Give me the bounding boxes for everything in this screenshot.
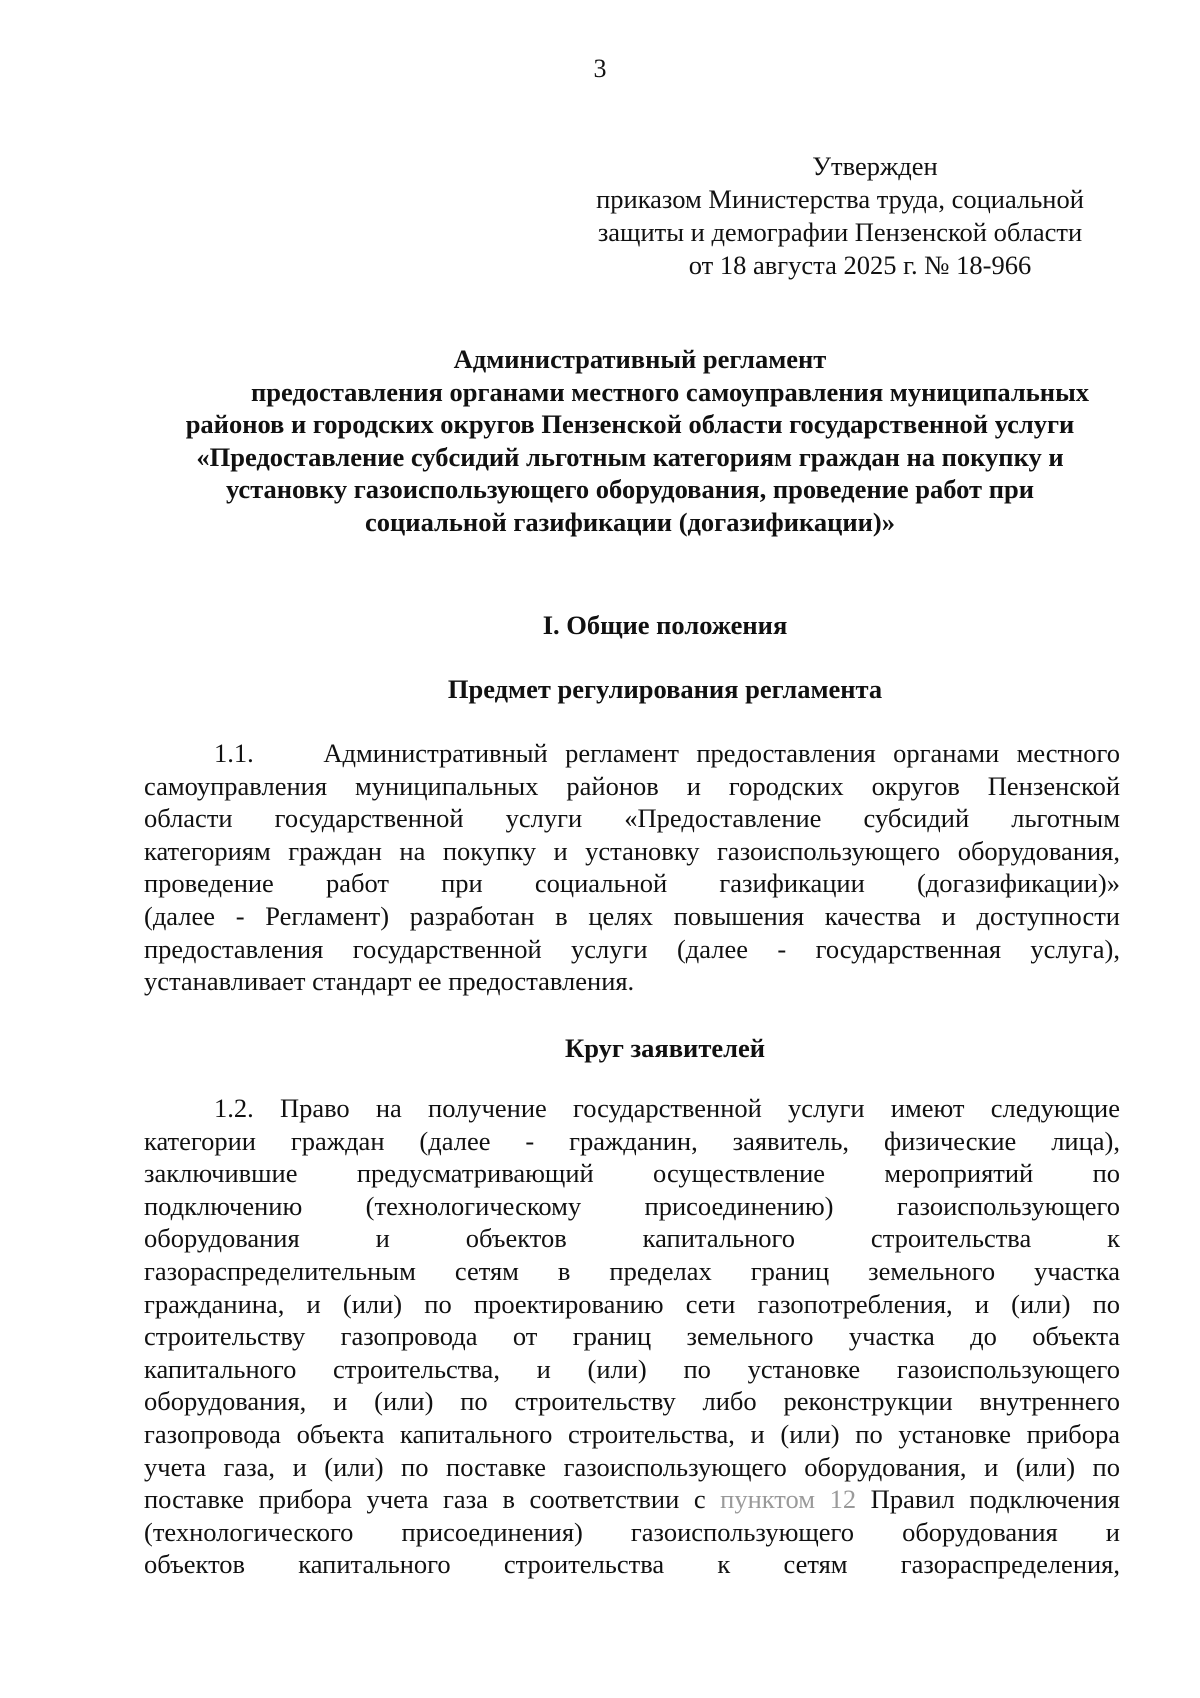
paragraph-line: оборудования, и (или) по строительству либо реконструкции внутреннего — [144, 1386, 1120, 1417]
paragraph-line: подключению (технологическому присоединению) газоиспользующего — [144, 1190, 1120, 1221]
document-title — [140, 343, 1120, 538]
paragraph-line: объектов капитального строительства к сетям газораспределения, — [144, 1549, 1120, 1580]
approval-line: Утвержден — [812, 151, 938, 181]
section-heading: I. Общие положения — [542, 610, 788, 640]
subsection-heading: Круг заявителей — [564, 1033, 765, 1063]
paragraph-line: 1.1. Административный регламент предоставления органами местного — [214, 738, 1120, 768]
paragraph-line: предоставления государственной услуги (далее - государственная услуга), — [144, 933, 1120, 964]
paragraph-line-with-link — [144, 1483, 1120, 1516]
paragraph-line-start: поставке прибора учета газа в соответствии с — [144, 1484, 721, 1515]
paragraph-line: гражданина, и (или) по проектированию сети газопотребления, и (или) по — [144, 1288, 1120, 1319]
page-number: 3 — [593, 54, 607, 83]
title-line: социальной газификации (догазификации)» — [365, 506, 895, 537]
subsection-heading: Предмет регулирования регламента — [447, 674, 883, 704]
paragraph-line: оборудования и объектов капитального строительства к — [144, 1223, 1120, 1254]
paragraph-line: газопровода объекта капитального строительства, и (или) по установке прибора — [144, 1418, 1120, 1449]
title-line: Административный регламент — [453, 344, 827, 374]
paragraph-line-end: Правил подключения — [856, 1484, 1120, 1515]
paragraph-line: (далее - Регламент) разработан в целях повышения качества и доступности — [144, 900, 1120, 931]
paragraph-1-2 — [144, 1092, 1120, 1581]
approval-line: приказом Министерства труда, социальной — [596, 184, 1084, 214]
paragraph-line: 1.2. Право на получение государственной услуги имеют следующие — [214, 1093, 1120, 1123]
title-line: установку газоиспользующего оборудования, проведение работ при — [226, 474, 1034, 504]
paragraph-line: (технологического присоединения) газоиспользующего оборудования и — [144, 1516, 1120, 1547]
paragraph-1-1 — [144, 737, 1120, 998]
paragraph-line: проведение работ при социальной газификации (догазификации)» — [144, 868, 1120, 899]
title-line: предоставления органами местного самоуправления муниципальных — [250, 376, 1090, 407]
paragraph-line: капитального строительства, и (или) по установке газоиспользующего — [144, 1353, 1120, 1384]
paragraph-line: устанавливает стандарт ее предоставления. — [144, 966, 635, 997]
paragraph-line: категориям граждан на покупку и установку газоиспользующего оборудования, — [144, 835, 1120, 866]
paragraph-line: учета газа, и (или) по поставке газоиспользующего оборудования, и (или) по — [144, 1451, 1120, 1482]
paragraph-line: области государственной услуги «Предоставление субсидий льготным — [144, 803, 1120, 834]
paragraph-line: заключившие предусматривающий осуществление мероприятий по — [144, 1158, 1120, 1189]
approval-line: защиты и демографии Пензенской области — [597, 217, 1083, 247]
paragraph-line: строительству газопровода от границ земельного участка до объекта — [144, 1321, 1120, 1352]
approval-line: от 18 августа 2025 г. № 18-966 — [688, 250, 1032, 280]
title-line: «Предоставление субсидий льготным категориям граждан на покупку и — [196, 441, 1064, 472]
paragraph-line: категории граждан (далее - гражданин, заявитель, физические лица), — [144, 1125, 1120, 1156]
paragraph-line: газораспределительным сетям в пределах границ земельного участка — [144, 1255, 1120, 1286]
paragraph-line: самоуправления муниципальных районов и городских округов Пензенской — [144, 770, 1120, 801]
approval-stamp-block — [560, 150, 1120, 282]
title-line: районов и городских округов Пензенской области государственной услуги — [185, 409, 1075, 439]
rule-reference-link[interactable]: пунктом 12 — [720, 1484, 857, 1515]
